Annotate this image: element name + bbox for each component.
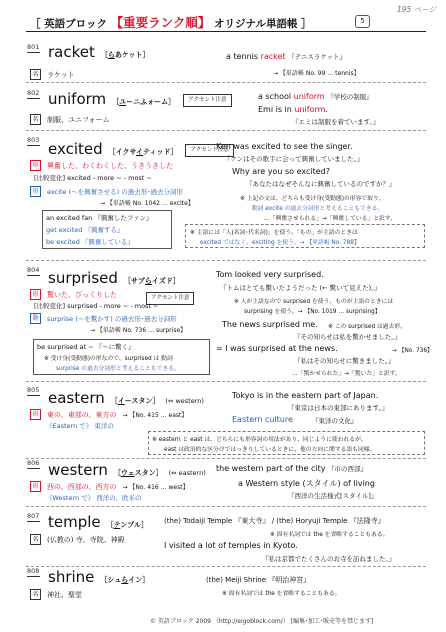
example: Tokyo is in the eastern part of Japan. [232,391,379,400]
sub-meaning: 《Eastern で》 東洋の [46,422,114,430]
example: Why are you so excited? [232,167,330,176]
example: the western part of the city 『市の西部』 [216,464,368,473]
adjective-icon: 形 [30,289,41,300]
note: ※ 固有名詞では the を省略することもある。 [222,591,341,597]
phrase: an excited fan 『興奮したファン』 [46,214,153,222]
meaning-line: 名 制服、ユニフォーム [30,114,110,125]
headword-text: western [48,461,108,479]
number-underline [27,52,40,53]
translation: 『ケンはその歌手に会って興奮していました。』 [224,155,364,163]
note: ※ 固有名詞では the を省略することもある。 [270,532,389,538]
headword [48,269,180,287]
number-underline [27,395,40,396]
example: Tom looked very surprised. [216,270,324,279]
entry-number: 804 [27,266,40,274]
translation: 『その知らせは私を驚かせました。』 [294,333,402,341]
phrase: be surprised at ~ 『〜に驚く』 [37,343,135,351]
noun-icon: 名 [30,114,41,125]
note: ※ 人が主語なので surprised を使う。ものが主語のときには [234,299,394,305]
headword-text: eastern [48,389,105,407]
headword [48,90,232,108]
example: Eastern culture [232,415,293,424]
example: (the) Todaiji Temple 『東大寺』 / (the) Horyuji Temple 『法隆寺』 [164,517,385,525]
entry-number: 805 [27,386,40,394]
divider [26,82,426,83]
bracket-open: ［ [30,18,41,30]
example: a tennis racket 『テニスラケット』 [226,52,347,61]
entry-number: 808 [27,567,40,575]
divider [26,130,426,131]
accent-warning-badge: アクセント注意 [185,144,233,157]
number-underline [27,145,40,146]
example: a Western style (スタイル) of living [238,479,375,488]
phrase: be excited 『興奮している』 [46,238,134,246]
divider [26,381,426,382]
number-underline [27,98,40,99]
example: I visited a lot of temples in Kyoto. [164,541,298,550]
number-underline [27,576,40,577]
translation: 『西洋の生活様式[スタイル]』 [288,492,378,500]
meaning-line: 名 (仏教の) 寺、寺院、神殿 [30,534,125,545]
adjective-icon: 形 [30,481,41,492]
headword-text: shrine [48,568,95,586]
note: …「興奮させられる」→「興奮している」と訳す。 [264,216,396,222]
translation: 『東京は日本の東部にあります。』 [288,404,389,412]
adjective-icon: 形 [30,409,41,420]
pronunciation: ［サプらイズド］ [123,277,180,285]
example: = I was surprised at the news. [216,344,338,353]
number-underline [27,275,40,276]
entry-number: 807 [27,512,40,520]
translation: 『東洋の文化』 [312,417,358,425]
divider [26,260,426,261]
noun-icon: 名 [30,69,41,80]
phrase: get excited 『興奮する』 [46,226,124,234]
number-underline [27,521,40,522]
cross-reference: → 【単語帳 No. 736 … surprise】 [90,327,187,334]
headword-text: racket [48,43,95,61]
sub-meaning: 形 excite (〜を興奮させる) の過去形･過去分詞形 [30,186,183,197]
example: Emi is in uniform. [258,105,328,114]
example: a school uniform 『学校の制服』 [258,92,373,101]
pronunciation: ［ウェスタン］ [113,469,163,477]
translation: 『トムはとても驚いたようだった (← 驚いて見えた)。』 [220,284,381,292]
noun-icon: 名 [30,534,41,545]
antonym: (⇔ western) [165,397,204,405]
inflection: [比較変化] surprised - more ~ - most ~ [34,302,159,310]
accent-warning-badge: アクセント注意 [183,94,231,107]
headword [48,461,206,479]
sub-meaning: 動 surprise (〜を驚かす) の過去形･過去分詞形 [30,313,177,324]
headword [48,43,150,61]
noun-icon: 名 [30,589,41,600]
meaning-line: 形 興奮した、わくわくした、うきうきした [30,160,173,171]
note: east は政治的な区分けではっきりしているときに、他の方向に関する語も同様。 [164,447,376,453]
headword [48,389,204,407]
cross-reference: → 【単語帳 No. 1042 … excite】 [100,200,194,207]
page-title [30,13,312,31]
number-underline [27,468,40,469]
pronunciation: ［ユーニふォーム］ [112,98,176,106]
divider [26,566,426,567]
bracket-close: ］ [301,18,312,30]
headword-text: uniform [48,90,107,108]
translation: 『私はその知らせに驚きました。』 [294,357,395,365]
note: ※ eastern と east は、どちらにも形容詞の用法があり、同じように使われるが、 [152,437,367,443]
meaning-line: 名 神社、聖堂 [30,589,82,600]
pronunciation: ［イクサイティッド］ [108,148,178,156]
meaning-line: 形 驚いた、びっくりした [30,289,117,300]
entry-number: 802 [27,89,40,97]
note: ※ 上記の文は、どちらも受け身(受動態)の形容で取り、 [240,196,385,202]
inflection: [比較変化] excited - more ~ - most ~ [34,174,152,182]
note: 動詞 excite の過去分詞形と考えることもできる。 [252,206,384,212]
verb-icon: 形 [30,186,41,197]
section-tab: 5 [355,15,370,28]
meaning-line: 形 東の、東部の、東方の → 【No. 415 … east】 [30,409,187,420]
example: The news surprised me. [222,320,318,329]
note: ※ 主語には「人(名詞･代名詞)」を使う。「もの」が主語のときは [190,230,358,236]
adjective-icon: 形 [30,160,41,171]
headword [48,568,149,586]
divider [26,506,426,507]
note: ※ この surprised は過去形。 [328,324,406,330]
note: surprising を使う。→ 【No. 1019 … surprising】 [244,309,381,315]
pronunciation: ［らあケット］ [100,51,150,59]
entry-number: 806 [27,459,40,467]
headword-text: temple [48,513,101,531]
accent-warning-badge: アクセント注意 [146,292,194,305]
footer-copyright: © 英語ブロック 2009 （http://eigoblock.com/） [編集･加工･販売等を禁じます] [150,618,374,625]
entry-number: 801 [27,43,40,51]
title-prefix: 英語ブロック [44,18,107,30]
pronunciation: ［テンプル］ [106,521,149,529]
note: surprise の過去分詞形と考えることもできる。 [56,366,180,372]
title-main: 【重要ランク順】 [110,15,211,30]
antonym: (⇔ eastern) [168,469,206,477]
page-number: 195 ページ [397,5,437,14]
headword-text: surprised [48,269,118,287]
header-rule [26,31,426,32]
title-suffix: オリジナル単語帳 [214,18,298,30]
cross-reference: → 【No. 736】 [392,348,433,354]
meaning-line: 形 西の、西部の、西方の → 【No. 416 … west】 [30,481,189,492]
entry-number: 803 [27,136,40,144]
verb-icon: 動 [30,313,41,324]
sub-meaning: 《Western で》 西洋の、欧米の [46,494,142,502]
cross-reference: → 【単語帳 No. 99 … tennis】 [273,70,360,77]
divider [26,458,426,459]
note: ※ 受け身(受動態)の形なので、surprised は 動詞 [44,356,173,362]
pronunciation: ［イースタン］ [110,397,160,405]
note: …「驚かせられた」→「驚いた」と訳す。 [292,371,401,377]
translation: 『エミは制服を着ています。』 [292,118,380,126]
translation: 『あなたはなぜそんなに興奮しているのですか？』 [246,180,396,188]
example: Ken was excited to see the singer. [216,142,353,151]
translation: 『私は京都でたくさんのお寺を訪ねました。』 [262,555,396,563]
example: (the) Meiji Shrine 『明治神宮』 [206,576,311,584]
meaning-line: 名 ラケット [30,69,75,80]
note: excited ではなく、exciting を使う。→ 【単語帳 No. 788】 [200,240,360,246]
pronunciation: ［シュらイン］ [100,576,150,584]
headword [48,513,148,531]
headword [48,140,234,158]
headword-text: excited [48,140,103,158]
